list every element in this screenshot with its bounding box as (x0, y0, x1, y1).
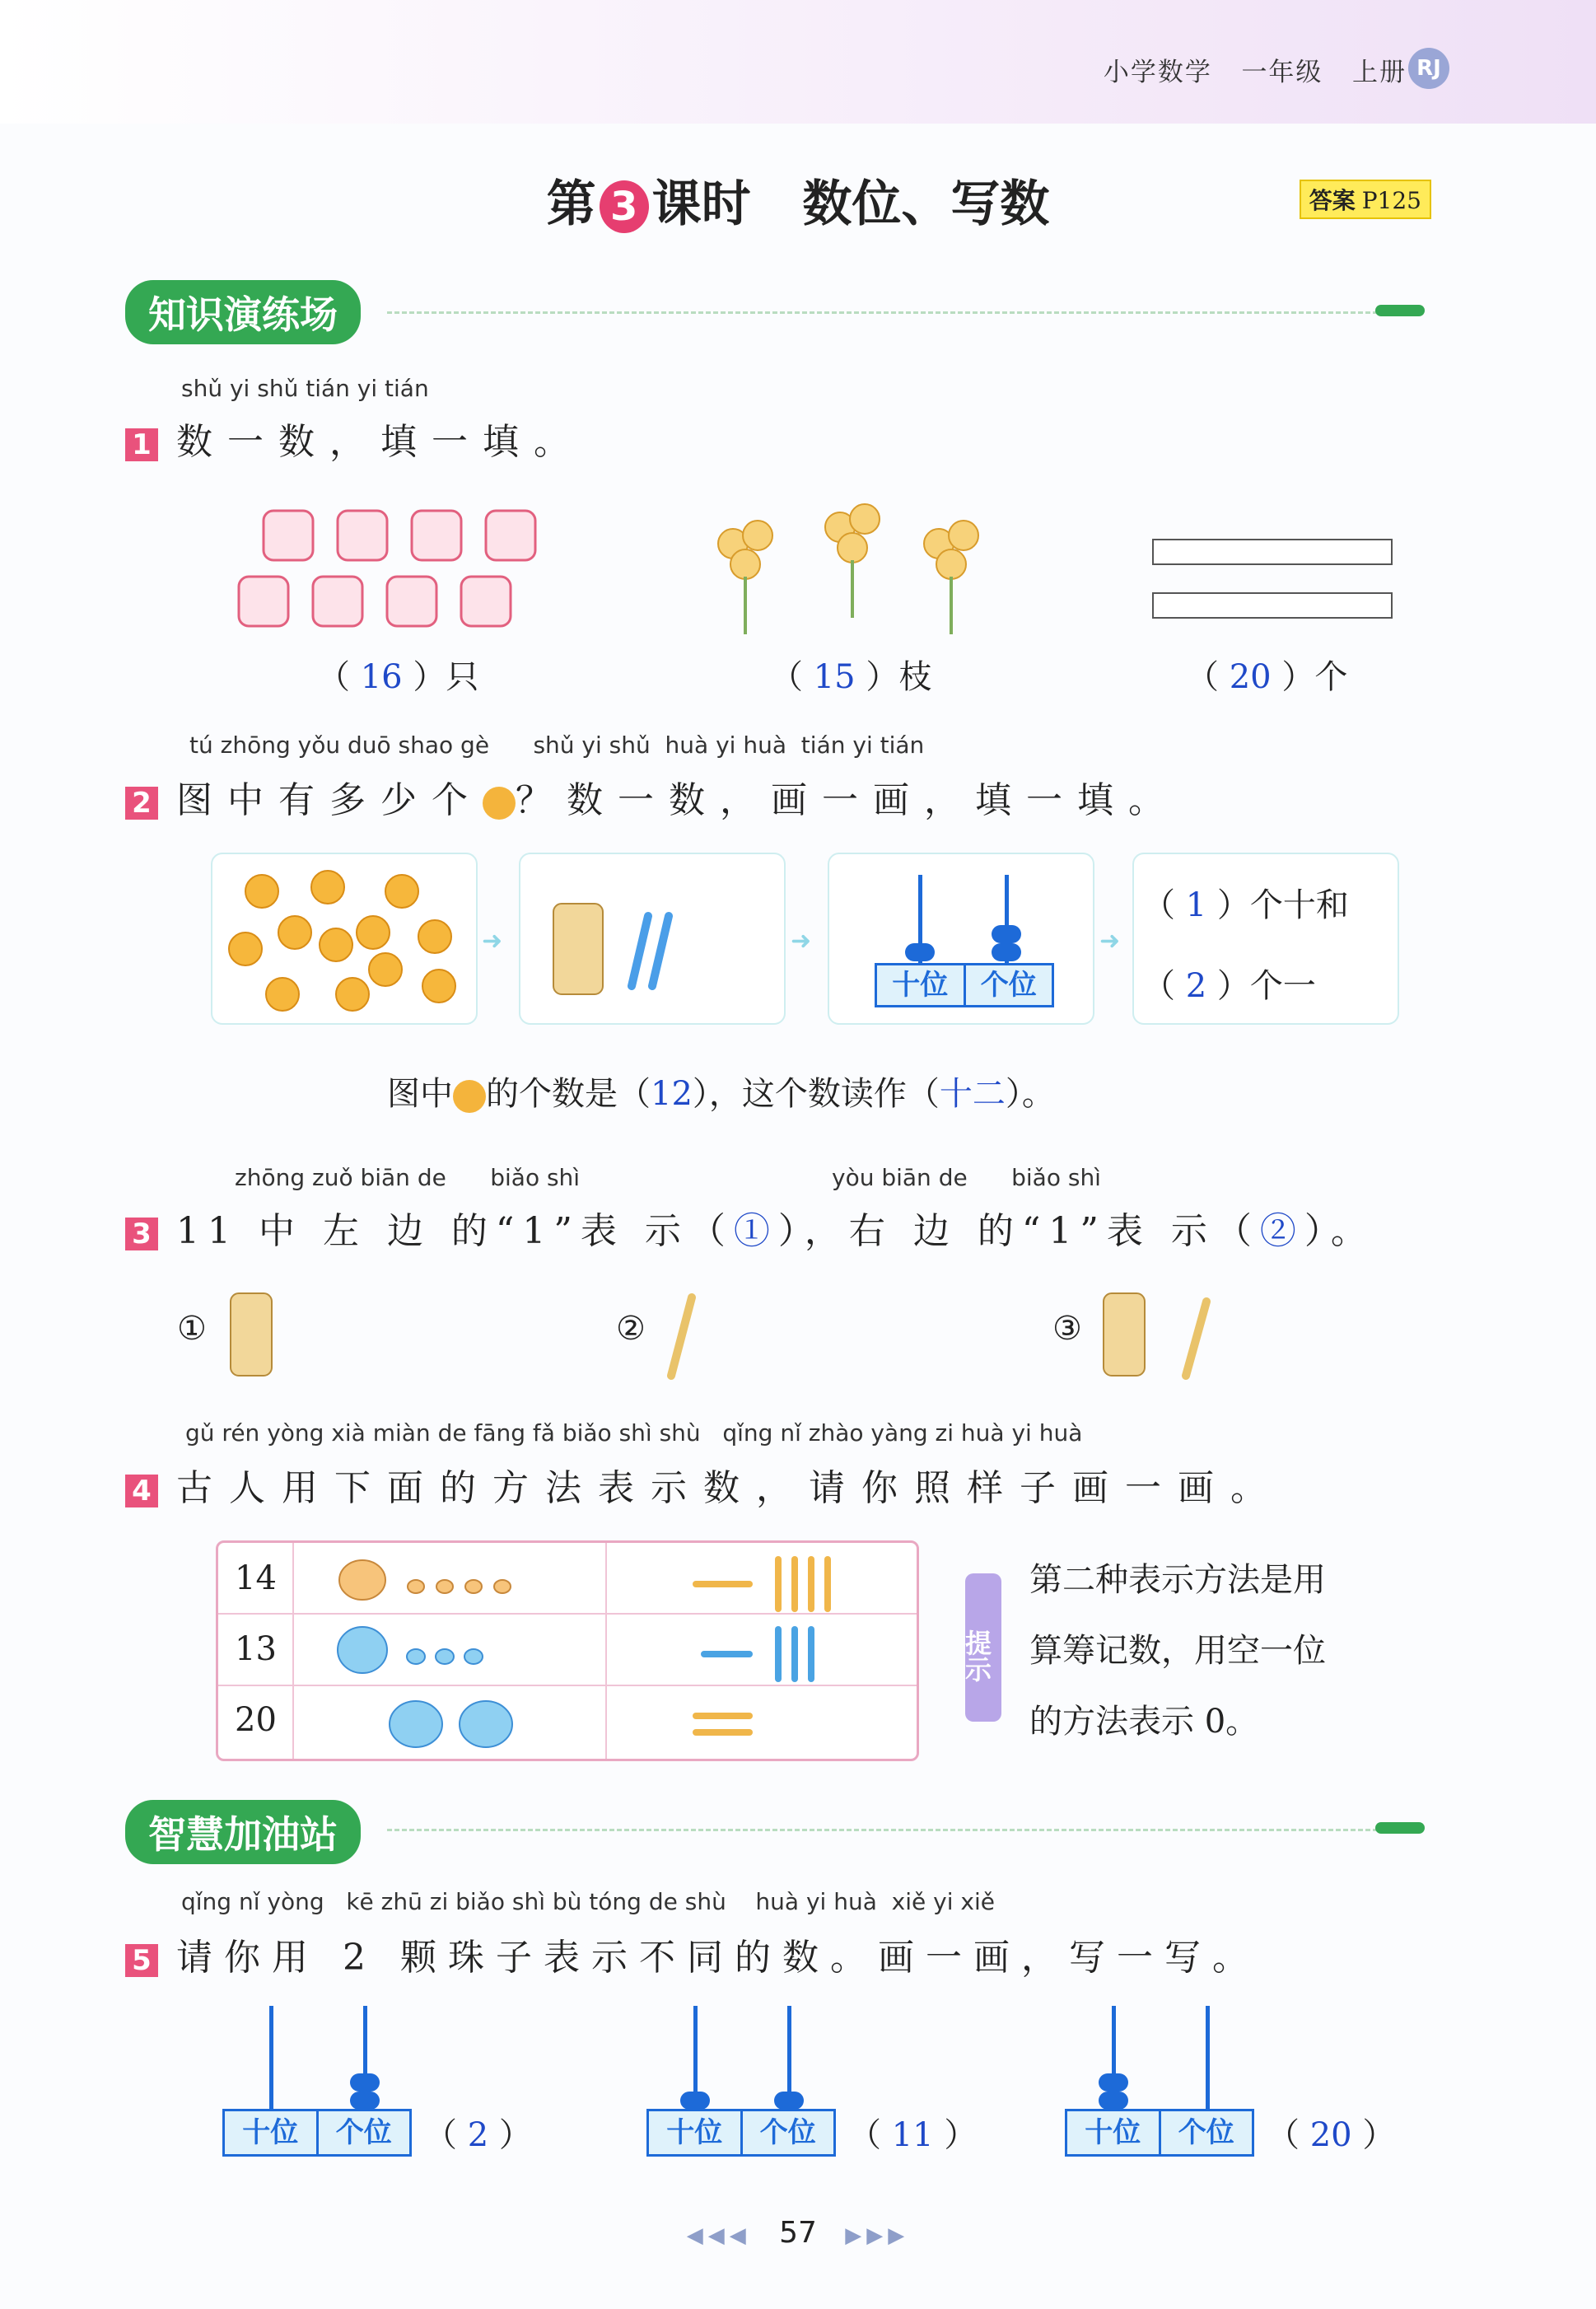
table-divider (605, 1543, 607, 1759)
bundle-image (222, 1285, 288, 1384)
q1-pinyin: shǔ yi shǔ tián yi tián (181, 375, 429, 402)
title-prefix: 第 (546, 175, 596, 233)
section-divider (387, 311, 1400, 314)
q2-read-answer[interactable]: 十二 (939, 1075, 1006, 1113)
oranges-box (211, 853, 478, 1025)
abacus-rod-tens (269, 2006, 273, 2113)
table-row-20: 20 (235, 1701, 277, 1739)
q5-pinyin: qǐng nǐ yòng kē zhū zi biǎo shì bù tóng de shù huà yi huà xiě yi xiě (181, 1888, 995, 1915)
abacus-bead (680, 2092, 710, 2110)
stones-image (334, 1555, 581, 1753)
header-info (1104, 51, 1407, 88)
edition-badge: RJ (1408, 48, 1449, 89)
abacus-answer-2 (642, 2006, 1021, 2171)
sticks-box (519, 853, 786, 1025)
hint-text: 第二种表示方法是用 算筹记数，用空一位 的方法表示 0。 (1029, 1561, 1326, 1741)
socks-image (231, 494, 576, 643)
q3-number: 3 (125, 1218, 158, 1250)
sticks-image (520, 854, 784, 1023)
ancient-numbers-table (216, 1540, 919, 1761)
abacus-bead (1099, 2073, 1128, 2092)
answer-page: P125 (1361, 187, 1421, 214)
q5-answer-2[interactable]: （ 11 ） (848, 2116, 978, 2154)
q1-answer-blocks[interactable]: （ 20 ）个 (1186, 658, 1348, 696)
q4-number: 4 (125, 1475, 158, 1507)
abacus-answer-1 (218, 2006, 597, 2171)
answer-label: 答案 (1309, 187, 1356, 214)
hint-tag: 提示 (965, 1573, 1001, 1722)
abacus-bead (905, 943, 935, 961)
abacus-bead (1099, 2092, 1128, 2110)
q5-answer-1[interactable]: （ 2 ） (424, 2116, 532, 2154)
q2-prompt (125, 770, 1179, 823)
q1-answer-socks[interactable]: （ 16 ）只 (317, 658, 479, 696)
q3-option-3: ③ (1052, 1310, 1082, 1348)
abacus-base: 十位 个位 (875, 963, 1054, 1007)
q5-number: 5 (125, 1944, 158, 1977)
answer-ref[interactable] (1300, 180, 1431, 219)
arrow-icon: ➜ (1099, 927, 1121, 956)
page-footer (0, 2216, 1596, 2250)
abacus-box (828, 853, 1094, 1025)
q2-text-a: 图中有多少个 (176, 779, 483, 821)
abacus-base: 十位 个位 (222, 2109, 412, 2157)
counting-rods-image (679, 1547, 869, 1753)
q1-prompt (125, 412, 585, 465)
q2-sentence: 图中 的个数是（12），这个数读作（十二）。 (387, 1075, 1055, 1113)
pencil-icon (1375, 1822, 1425, 1834)
arrow-icon: ➜ (791, 927, 812, 956)
blocks-image (1149, 527, 1404, 634)
abacus-answer-3 (1061, 2006, 1440, 2171)
header-grade: 一年级 (1241, 58, 1323, 87)
q3-pinyin-a: zhōng zuǒ biān de biǎo shì (235, 1164, 581, 1191)
orange-icon (453, 1080, 486, 1113)
next-arrows-icon: ▶▶▶ (845, 2223, 910, 2248)
q3-option-1: ① (177, 1310, 207, 1348)
orange-icon (483, 787, 516, 820)
abacus-bead (992, 925, 1021, 943)
q4-pinyin: gǔ rén yòng xià miàn de fāng fǎ biǎo shì shù qǐng nǐ zhào yàng zi huà yi huà (185, 1419, 1083, 1447)
q1-answer-flowers[interactable]: （ 15 ）枝 (770, 658, 932, 696)
q3-option-2: ② (616, 1310, 646, 1348)
q5-answer-3[interactable]: （ 20 ） (1267, 2116, 1396, 2154)
abacus-bead (350, 2073, 380, 2092)
q3-prompt: 3 11 中 左 边 的“1”表 示（①），右 边 的“1”表 示（②）。 (125, 1201, 1375, 1254)
q2-ones-blank[interactable]: （ 2 ）个一 (1142, 967, 1316, 1005)
header-subject: 小学数学 (1103, 58, 1212, 87)
arrow-icon: ➜ (482, 927, 503, 956)
page-number: 57 (779, 2216, 817, 2250)
abacus-base: 十位 个位 (646, 2109, 836, 2157)
section-divider (387, 1829, 1400, 1831)
q1-text: 数一数，填一填。 (176, 421, 585, 463)
bundle-and-stick-image (1095, 1285, 1219, 1384)
q2-number: 2 (125, 787, 158, 820)
prev-arrows-icon: ◀◀◀ (686, 2223, 751, 2248)
stick-image (659, 1293, 708, 1384)
q1-number: 1 (125, 428, 158, 461)
pencil-icon (1375, 305, 1425, 316)
table-divider (292, 1543, 294, 1759)
q3-answer-right[interactable]: ② (1259, 1210, 1304, 1252)
oranges-image (212, 854, 476, 1023)
table-row-13: 13 (235, 1630, 277, 1668)
abacus-bead (350, 2092, 380, 2110)
q3-pinyin-b: yòu biān de biǎo shì (832, 1164, 1101, 1191)
abacus-bead (774, 2092, 804, 2110)
q2-count-answer[interactable]: 12 (651, 1075, 693, 1113)
abacus-base: 十位 个位 (1065, 2109, 1254, 2157)
q2-pinyin: tú zhōng yǒu duō shao gè shǔ yi shǔ huà yi huà tián yi tián (189, 731, 925, 759)
header-volume: 上册 (1352, 58, 1407, 87)
lesson-number-badge: 3 (600, 180, 649, 233)
flowers-image (684, 494, 1013, 643)
q3-answer-left[interactable]: ① (733, 1210, 778, 1252)
section-bonus: 智慧加油站 (125, 1800, 361, 1864)
title-suffix: 课时 (651, 175, 751, 233)
tens-ones-box (1132, 853, 1399, 1025)
abacus-bead (992, 943, 1021, 961)
table-row-14: 14 (235, 1559, 277, 1597)
title-topic: 数位、写数 (802, 175, 1050, 233)
q5-prompt: 5 请你用 2 颗珠子表示不同的数。画一画，写一写。 (125, 1928, 1260, 1980)
section-practice: 知识演练场 (125, 280, 361, 344)
q4-prompt: 4 古人用下面的方法表示数，请你照样子画一画。 (125, 1458, 1283, 1511)
q2-text-b: ？数一数，画一画，填一填。 (516, 779, 1179, 821)
q2-tens-blank[interactable]: （ 1 ）个十和 (1142, 886, 1349, 924)
abacus-rod-ones (1206, 2006, 1210, 2113)
